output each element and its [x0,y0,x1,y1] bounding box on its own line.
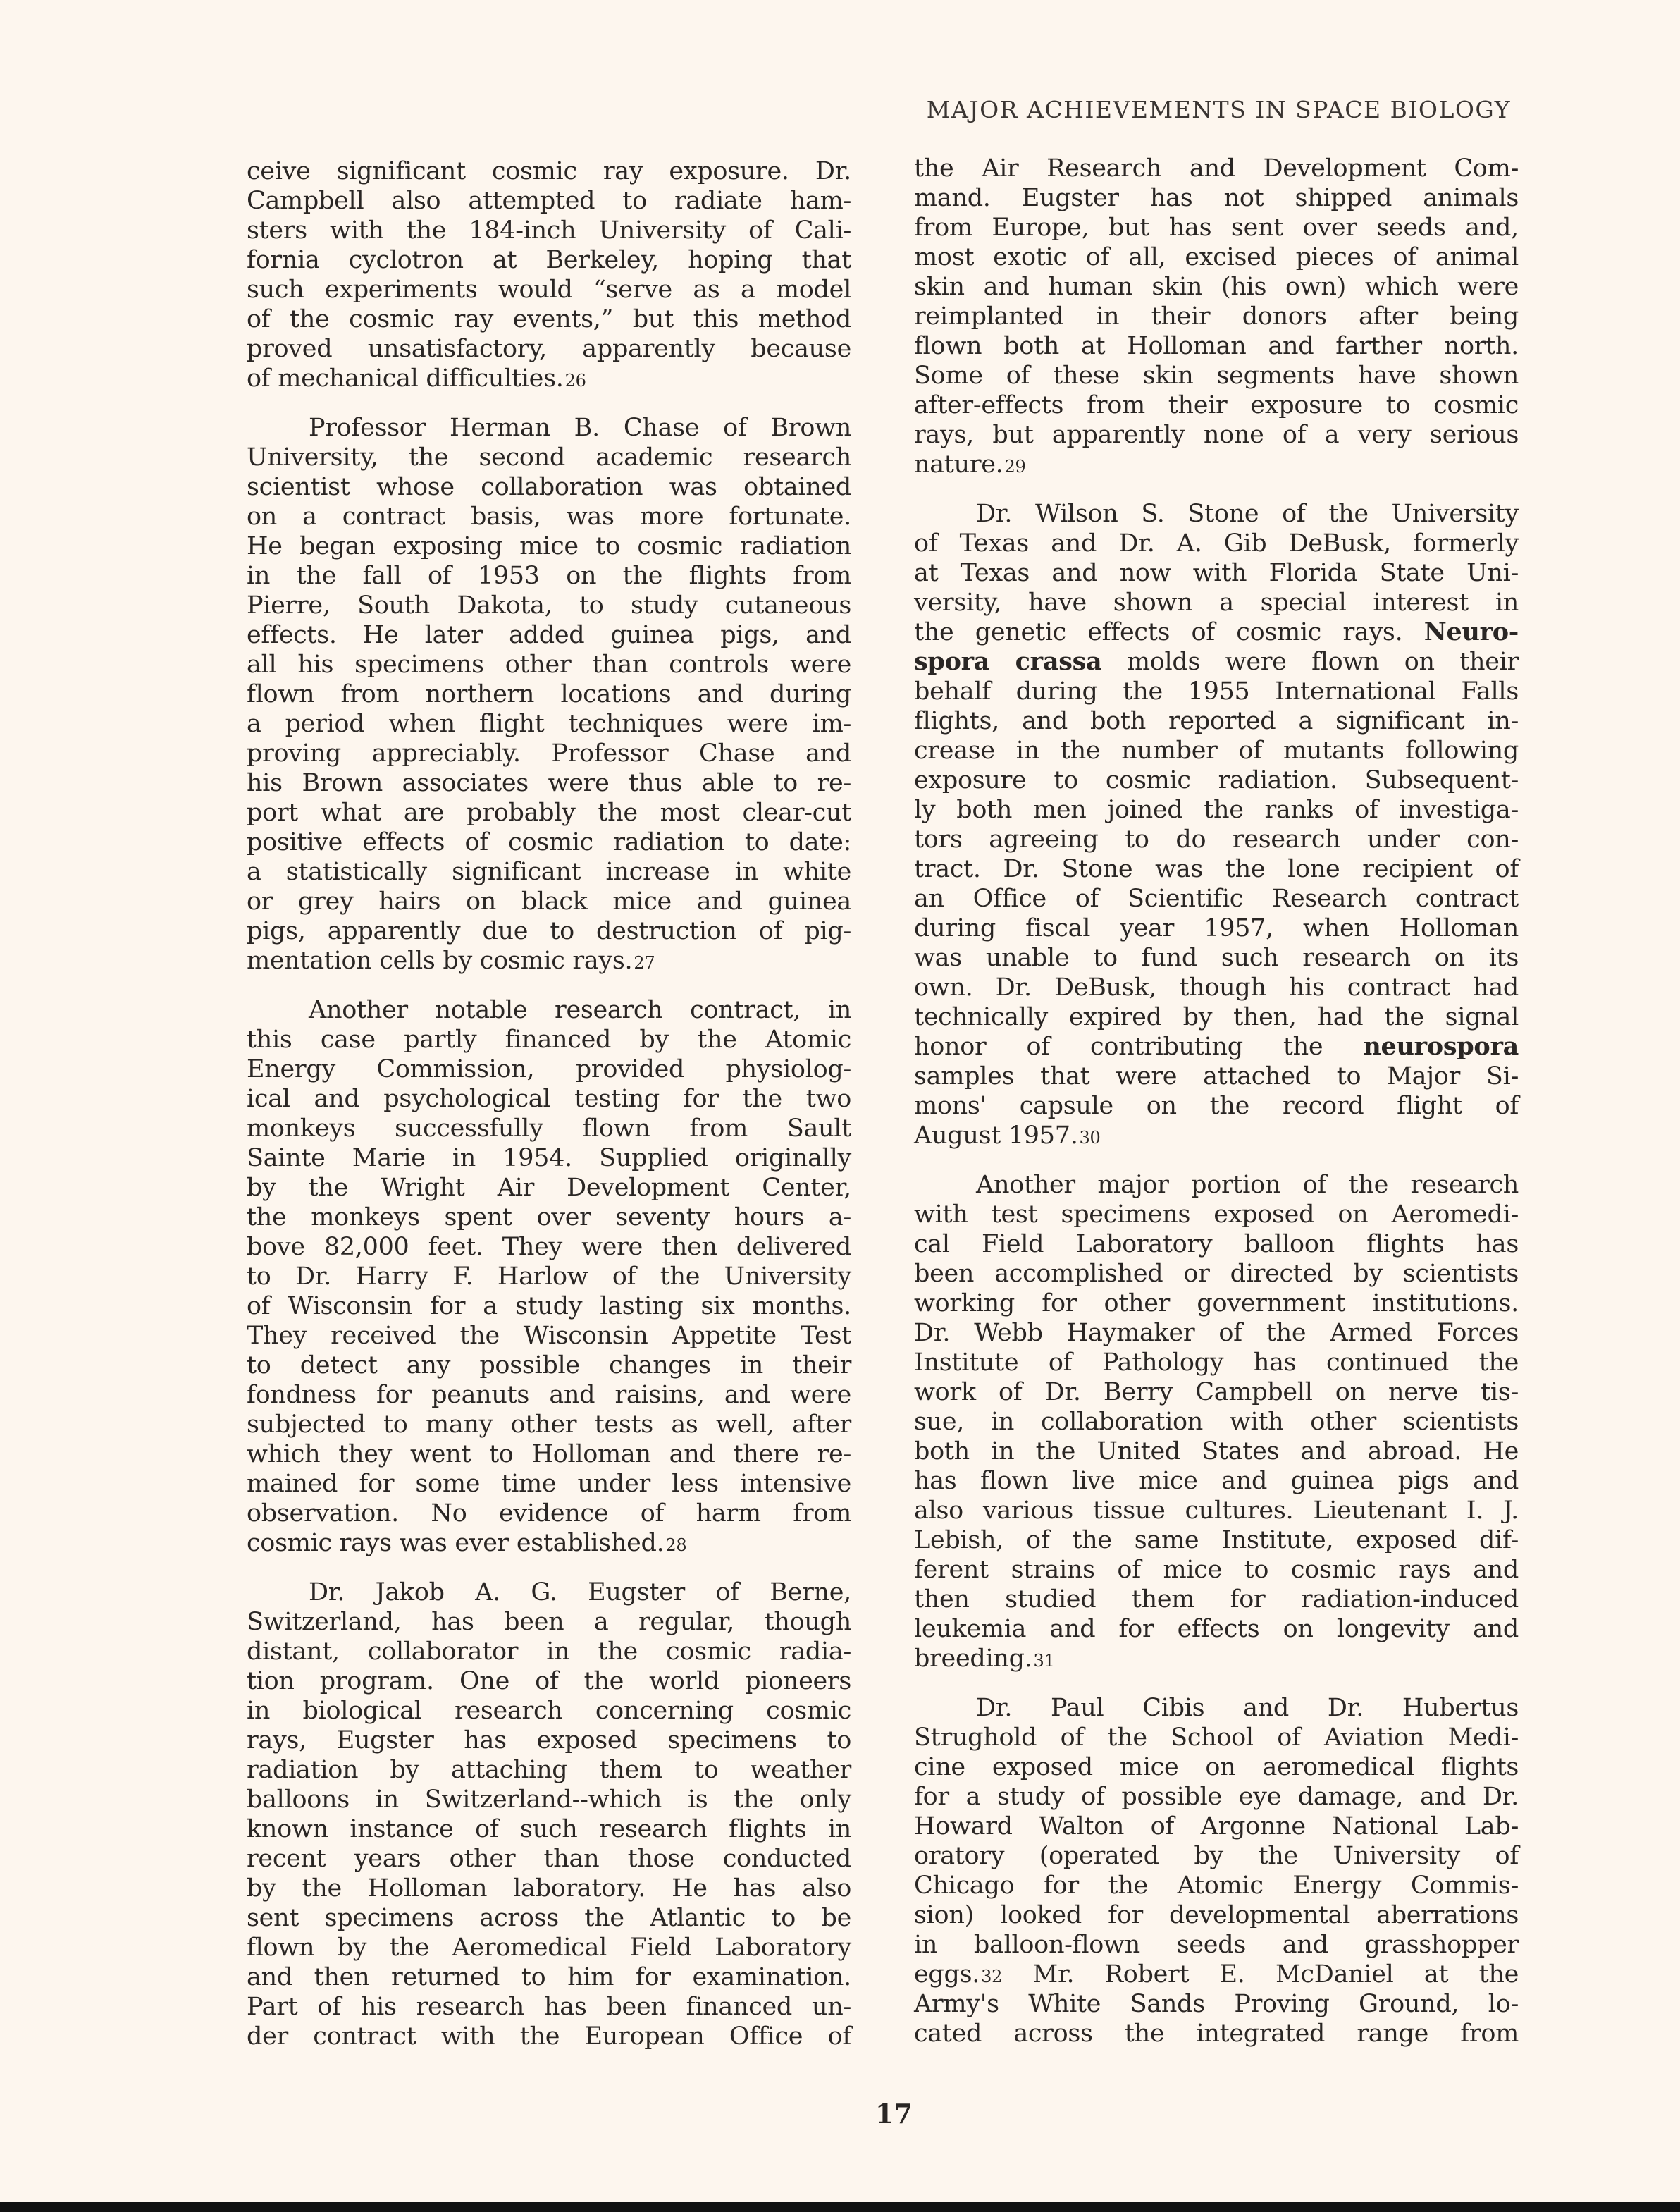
text-line: Professor Herman B. Chase of Brown [309,414,851,442]
text-segment: cosmic rays was ever established. [247,1529,665,1557]
paragraph [914,154,1519,479]
text-line: leukemia and for effects on longevity and [914,1615,1519,1643]
text-line: flights, and both reported a significant in- [914,707,1519,735]
text-line: then studied them for radiation-induced [914,1585,1519,1614]
page-number: 17 [875,2098,913,2130]
footnote-ref: 27 [634,953,655,973]
text-line: a statistically significant increase in white [247,858,851,886]
text-line: and then returned to him for examination. [247,1963,851,1991]
text-segment: honor of contributing the [914,1033,1364,1061]
text-line: proved unsatisfactory, apparently because [247,335,851,363]
text-line: Institute of Pathology has continued the [914,1348,1519,1377]
text-line: cine exposed mice on aeromedical flights [914,1753,1519,1781]
text-line: University, the second academic research [247,443,851,472]
text-line: sent specimens across the Atlantic to be [247,1904,851,1932]
text-line: flown by the Aeromedical Field Laboratory [247,1934,851,1962]
text-line [914,1121,1519,1150]
text-line: flown both at Holloman and farther north. [914,332,1519,360]
text-line: a period when flight techniques were im- [247,710,851,738]
text-line: Sainte Marie in 1954. Supplied originally [247,1144,851,1172]
paragraph [914,499,1519,1150]
text-line: Dr. Paul Cibis and Dr. Hubertus [976,1694,1519,1722]
text-segment: mentation cells by cosmic rays. [247,947,633,975]
text-segment: breeding. [914,1645,1032,1673]
text-line: Army's White Sands Proving Ground, lo- [914,1990,1519,2018]
text-line: effects. He later added guinea pigs, and [247,621,851,649]
text-line: ical and psychological testing for the two [247,1085,851,1113]
text-line: fondness for peanuts and raisins, and were [247,1381,851,1409]
text-line: ly both men joined the ranks of investiga- [914,796,1519,824]
footnote-ref: 29 [1004,457,1026,477]
text-line: known instance of such research flights in [247,1815,851,1843]
text-line: Lebish, of the same Institute, exposed dif- [914,1526,1519,1554]
text-line [914,1032,1519,1062]
text-line: Energy Commission, provided physiolog- [247,1055,851,1083]
text-line: from Europe, but has sent over seeds and, [914,214,1519,242]
text-line [247,946,851,976]
right-column [914,154,1519,2068]
text-line: mained for some time under less intensive [247,1470,851,1498]
text-line: Dr. Jakob A. G. Eugster of Berne, [309,1578,851,1606]
text-line: Howard Walton of Argonne National Lab- [914,1812,1519,1841]
text-line: with test specimens exposed on Aeromedi- [914,1200,1519,1229]
text-line: behalf during the 1955 International Falls [914,677,1519,706]
text-line: working for other government institutions. [914,1289,1519,1317]
text-line: proving appreciably. Professor Chase and [247,739,851,768]
text-line [914,450,1519,479]
text-line: cated across the integrated range from [914,2020,1519,2048]
text-line: pigs, apparently due to destruction of pig- [247,917,851,945]
text-line: recent years other than those conducted [247,1845,851,1873]
paragraph [914,1170,1519,1673]
text-line: Chicago for the Atomic Energy Commis- [914,1872,1519,1900]
text-line: scientist whose collaboration was obtained [247,473,851,501]
text-line: an Office of Scientific Research contract [914,885,1519,913]
text-line: oratory (operated by the University of [914,1842,1519,1870]
text-line: Dr. Webb Haymaker of the Armed Forces [914,1319,1519,1347]
text-line: by the Wright Air Development Center, [247,1174,851,1202]
text-line: ferent strains of mice to cosmic rays and [914,1556,1519,1584]
paragraph [914,1693,1519,2048]
text-line: cal Field Laboratory balloon flights has [914,1230,1519,1258]
text-line: sue, in collaboration with other scientists [914,1408,1519,1436]
text-line [914,617,1519,647]
italic-term: neurospora [1363,1032,1519,1061]
text-line: Part of his research has been financed un- [247,1993,851,2021]
text-line: ceive significant cosmic ray exposure. Dr. [247,157,851,185]
text-line: or grey hairs on black mice and guinea [247,887,851,916]
text-line: Pierre, South Dakota, to study cutaneous [247,591,851,620]
text-line: He began exposing mice to cosmic radiation [247,532,851,560]
text-line: such experiments would “serve as a model [247,276,851,304]
footnote-ref: 32 [981,1967,1003,1986]
text-line: Strughold of the School of Aviation Medi- [914,1723,1519,1752]
text-line: to Dr. Harry F. Harlow of the University [247,1262,851,1291]
text-line: most exotic of all, excised pieces of animal [914,243,1519,271]
text-line [247,1528,851,1558]
text-line [914,647,1519,677]
text-line: der contract with the European Office of [247,2022,851,2051]
paragraph [247,413,851,976]
left-column [247,156,851,2071]
text-line: sion) looked for developmental aberrations [914,1901,1519,1929]
text-line [914,1644,1519,1673]
text-line: versity, have shown a special interest in [914,589,1519,617]
text-line: exposure to cosmic radiation. Subsequent- [914,766,1519,794]
text-line: by the Holloman laboratory. He has also [247,1874,851,1903]
text-line: own. Dr. DeBusk, though his contract had [914,973,1519,1002]
text-line: on a contract basis, was more fortunate. [247,503,851,531]
text-line: Switzerland, has been a regular, though [247,1608,851,1636]
text-line: They received the Wisconsin Appetite Test [247,1322,851,1350]
text-segment: the genetic effects of cosmic rays. [914,618,1424,646]
text-line: balloons in Switzerland--which is the only [247,1786,851,1814]
text-line: reimplanted in their donors after being [914,302,1519,331]
text-line: of Wisconsin for a study lasting six months. [247,1292,851,1320]
text-line: at Texas and now with Florida State Uni- [914,559,1519,587]
text-line: tors agreeing to do research under con- [914,825,1519,854]
text-line: of the cosmic ray events,” but this method [247,305,851,333]
text-line: his Brown associates were thus able to re- [247,769,851,797]
text-line: Campbell also attempted to radiate ham- [247,187,851,215]
text-line: tract. Dr. Stone was the lone recipient of [914,855,1519,883]
text-line: port what are probably the most clear-cut [247,799,851,827]
text-line: both in the United States and abroad. He [914,1437,1519,1466]
text-line: in balloon-flown seeds and grasshopper [914,1931,1519,1959]
text-line: Some of these skin segments have shown [914,362,1519,390]
italic-term: spora crassa [914,647,1102,676]
text-segment: Mr. Robert E. McDaniel at the [1002,1960,1519,1989]
text-line: tion program. One of the world pioneers [247,1667,851,1695]
text-line: positive effects of cosmic radiation to date: [247,828,851,856]
text-line: radiation by attaching them to weather [247,1756,851,1784]
text-line: in the fall of 1953 on the flights from [247,562,851,590]
paragraph [247,1578,851,2051]
footnote-ref: 31 [1033,1651,1055,1671]
text-line: skin and human skin (his own) which were [914,273,1519,301]
text-line: to detect any possible changes in their [247,1351,851,1380]
text-line: the Air Research and Development Com- [914,154,1519,183]
text-line: mand. Eugster has not shipped animals [914,184,1519,212]
text-segment: of mechanical difficulties. [247,364,564,393]
text-line: after-effects from their exposure to cosmic [914,391,1519,419]
running-header: MAJOR ACHIEVEMENTS IN SPACE BIOLOGY [926,96,1511,123]
text-line: Another major portion of the research [976,1171,1519,1199]
text-line: observation. No evidence of harm from [247,1499,851,1528]
text-segment: nature. [914,450,1003,479]
text-segment: molds were flown on their [1101,648,1519,676]
text-line: fornia cyclotron at Berkeley, hoping that [247,246,851,274]
text-line: the monkeys spent over seventy hours a- [247,1203,851,1231]
text-line: rays, Eugster has exposed specimens to [247,1726,851,1755]
text-line: has flown live mice and guinea pigs and [914,1467,1519,1495]
text-line: sters with the 184-inch University of Cali- [247,216,851,245]
text-line: bove 82,000 feet. They were then delivered [247,1233,851,1261]
text-line: crease in the number of mutants following [914,737,1519,765]
text-line: which they went to Holloman and there re- [247,1440,851,1468]
text-line: this case partly financed by the Atomic [247,1026,851,1054]
text-line: samples that were attached to Major Si- [914,1062,1519,1090]
paragraph [247,156,851,393]
text-line: for a study of possible eye damage, and Dr. [914,1783,1519,1811]
text-line: mons' capsule on the record flight of [914,1092,1519,1120]
text-line: of Texas and Dr. A. Gib DeBusk, formerly [914,529,1519,558]
text-line: rays, but apparently none of a very serious [914,421,1519,449]
paragraph [247,995,851,1558]
text-line: during fiscal year 1957, when Holloman [914,914,1519,942]
text-line: all his specimens other than controls were [247,651,851,679]
text-line: Another notable research contract, in [309,996,851,1024]
text-line: monkeys successfully flown from Sault [247,1114,851,1143]
text-line: Dr. Wilson S. Stone of the University [976,500,1519,528]
text-line: also various tissue cultures. Lieutenant I. J. [914,1497,1519,1525]
footnote-ref: 30 [1079,1128,1101,1148]
text-line: work of Dr. Berry Campbell on nerve tis- [914,1378,1519,1406]
text-line: distant, collaborator in the cosmic radia- [247,1638,851,1666]
text-line: been accomplished or directed by scientists [914,1260,1519,1288]
text-segment: August 1957. [914,1122,1078,1150]
text-segment: eggs. [914,1960,980,1989]
text-line: subjected to many other tests as well, after [247,1411,851,1439]
text-line: was unable to fund such research on its [914,944,1519,972]
text-line [914,1960,1519,1989]
text-line [247,364,851,393]
footnote-ref: 26 [564,371,586,391]
text-line: flown from northern locations and during [247,680,851,708]
text-line: technically expired by then, had the signal [914,1003,1519,1031]
italic-term: Neuro- [1423,617,1519,646]
text-line: in biological research concerning cosmic [247,1697,851,1725]
footnote-ref: 28 [665,1535,687,1555]
scan-edge [0,2202,1680,2212]
